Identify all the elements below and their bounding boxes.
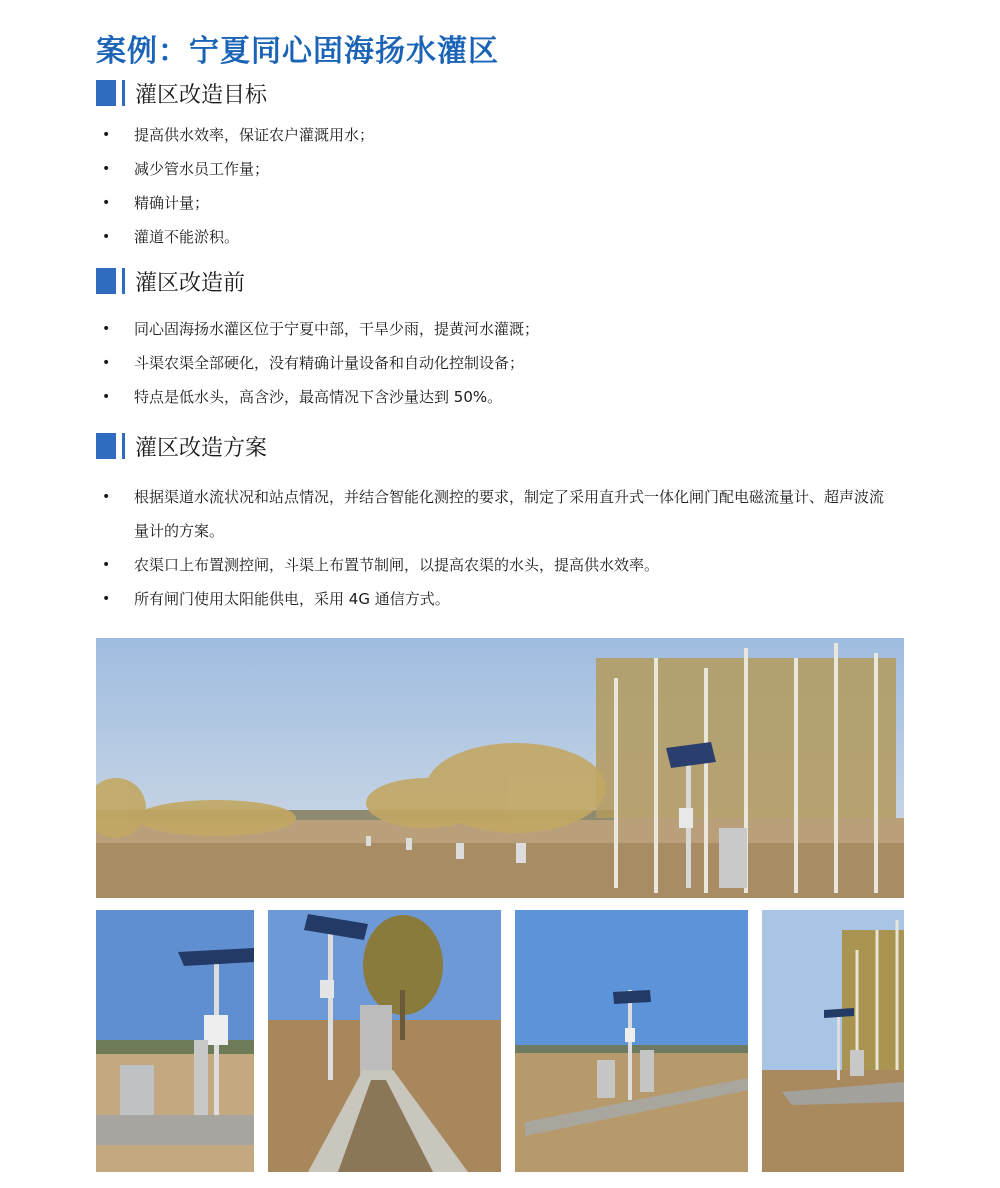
heading-marker [96,268,116,294]
gate-photo-illustration [268,910,501,1172]
list-item: • 特点是低水头，高含沙，最高情况下含沙量达到 50%。 [100,380,894,414]
heading-divider [122,268,125,294]
gate-photo-4 [762,910,904,1172]
plan-list [100,480,894,616]
page-title: 案例：宁夏同心固海扬水灌区 [96,34,499,69]
heading-marker [96,80,116,106]
section-heading-before [96,266,245,296]
heading-marker [96,433,116,459]
gate-photo-2 [268,910,501,1172]
main-site-photo [96,638,904,898]
section-title: 灌区改造目标 [135,82,268,108]
list-item: • 农渠口上布置测控闸，斗渠上布置节制闸，以提高农渠的水头，提高供水效率。 [100,548,894,582]
list-item: • 减少管水员工作量； [100,152,894,186]
list-item: • 所有闸门使用太阳能供电，采用 4G 通信方式。 [100,582,894,616]
gate-photo-illustration [96,910,254,1172]
section-title: 灌区改造前 [135,270,246,296]
list-item: • 提高供水效率，保证农户灌溉用水； [100,118,894,152]
gate-photo-3 [515,910,748,1172]
gate-photo-illustration [515,910,748,1172]
list-item: • 精确计量； [100,186,894,220]
section-title: 灌区改造方案 [135,435,268,461]
before-list [100,312,894,414]
gate-photo-illustration [762,910,904,1172]
heading-divider [122,433,125,459]
section-heading-goals [96,78,267,108]
list-item: • 同心固海扬水灌区位于宁夏中部，干旱少雨，提黄河水灌溉； [100,312,894,346]
heading-divider [122,80,125,106]
goals-list [100,118,894,254]
section-heading-plan [96,431,267,461]
list-item: • 斗渠农渠全部硬化，没有精确计量设备和自动化控制设备； [100,346,894,380]
gate-photo-1 [96,910,254,1172]
list-item: • 根据渠道水流状况和站点情况，并结合智能化测控的要求，制定了采用直升式一体化闸门配电磁流量计、超声波流量计的方案。 [100,480,894,548]
site-photo-illustration [96,638,904,898]
list-item: • 灌道不能淤积。 [100,220,894,254]
